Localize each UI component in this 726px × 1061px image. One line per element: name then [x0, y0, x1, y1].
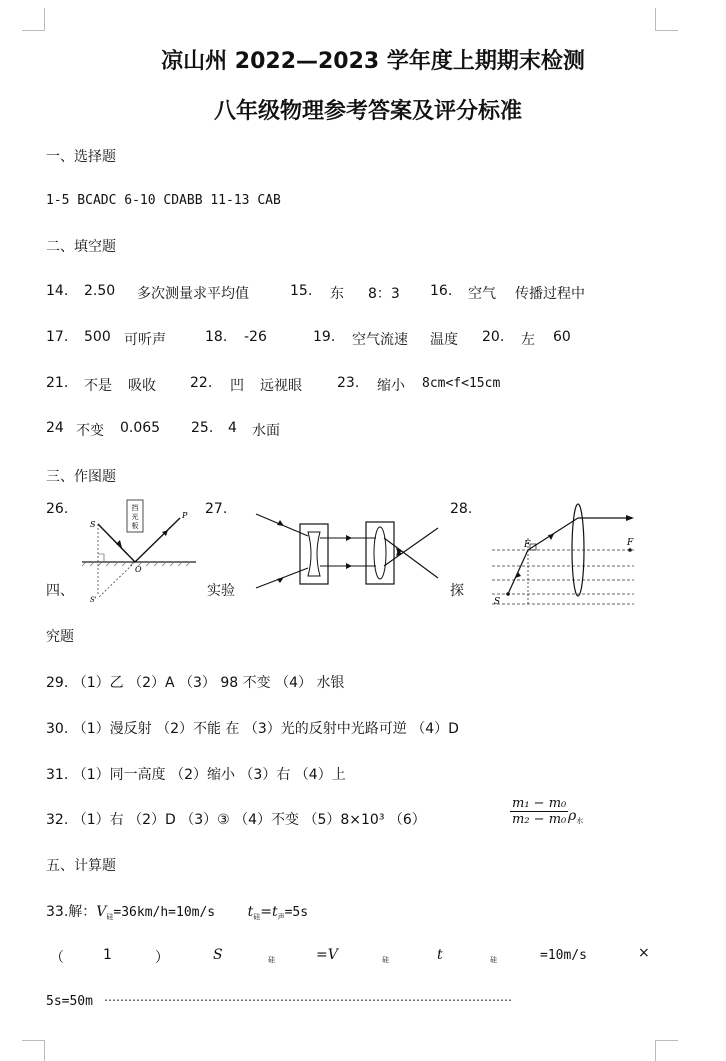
arrow-in-water	[515, 572, 521, 578]
focus-F-right: F	[627, 538, 634, 548]
experiment-32: 32. （1）右 （2）D （3）③ （4）不变 （5）8×10³ （6）	[46, 812, 426, 828]
question-17: 17.	[46, 329, 69, 345]
calc-line2-V-sub: 硅	[382, 956, 389, 964]
point-O-label: O	[135, 565, 142, 574]
answer-22b: 远视眼	[260, 378, 302, 394]
right-angle-mark	[98, 554, 104, 562]
answer-15a: 东	[330, 286, 344, 302]
section-heading-fill: 二、填空题	[46, 239, 116, 255]
document-subtitle: 八年级物理参考答案及评分标准	[213, 98, 522, 124]
answer-16b: 传播过程中	[515, 286, 585, 302]
calc-line2-close: ）	[155, 950, 169, 966]
arrow-upper-parallel	[346, 535, 352, 541]
answer-23b: 8cm<f<15cm	[422, 376, 501, 391]
crop-mark-top-left	[22, 8, 45, 31]
section-heading-calc: 五、计算题	[46, 858, 116, 874]
crop-mark-top-right	[655, 8, 678, 31]
calc-33-line1	[46, 901, 308, 922]
question-22: 22.	[190, 375, 213, 391]
calc-line3-dots: …………………………………………………………………………………………	[104, 990, 512, 1004]
fraction-denominator: m₂ − m₀	[512, 812, 567, 827]
var-t-sub2: 声	[277, 913, 285, 921]
calc-line2-open: （	[50, 950, 64, 966]
answer-14b: 多次测量求平均值	[137, 286, 249, 302]
answer-20a: 左	[521, 332, 535, 348]
var-t-sub: 硅	[253, 913, 261, 921]
section-heading-experiment-3: 探	[450, 583, 464, 599]
calc-line2-val: =10m/s	[540, 948, 587, 963]
question-16: 16.	[430, 283, 453, 299]
calc-line2-eqV: =V	[316, 947, 338, 963]
answer-25a: 4	[228, 420, 237, 436]
focus-F-right-point	[628, 548, 632, 552]
question-19: 19.	[313, 329, 336, 345]
calc-line2-t-sub: 硅	[490, 956, 497, 964]
section-heading-experiment: 四、	[46, 583, 74, 599]
section-heading-experiment-4: 究题	[46, 629, 74, 645]
question-18: 18.	[205, 329, 228, 345]
document-title: 凉山州 2022—2023 学年度上期期末检测	[161, 49, 585, 74]
density-fraction	[510, 796, 568, 827]
answer-24a: 不变	[76, 423, 104, 439]
calc-line2-t: t	[437, 947, 443, 963]
question-27: 27.	[205, 501, 228, 517]
answer-15b: 8：3	[368, 286, 400, 302]
answer-14a: 2.50	[84, 283, 116, 299]
choice-answers: 1-5 BCADC 6-10 CDABB 11-13 CAB	[46, 193, 281, 208]
question-24: 24	[46, 420, 64, 436]
answer-18a: -26	[244, 329, 267, 345]
crop-mark-bottom-right	[655, 1040, 678, 1061]
section-heading-drawing: 三、作图题	[46, 469, 116, 485]
water-layers	[492, 550, 634, 604]
question-26: 26.	[46, 501, 69, 517]
fraction-numerator: m₁ − m₀	[512, 796, 567, 811]
virtual-ray	[98, 562, 135, 598]
fill-row-14: 14.	[46, 283, 69, 299]
calc-line2-times: ×	[638, 945, 650, 961]
calc-line3: 5s=50m	[46, 994, 93, 1009]
var-t-eq: =t	[260, 904, 278, 920]
arrow-lower-parallel	[346, 563, 352, 569]
source-S-point	[506, 592, 510, 596]
answer-23a: 缩小	[377, 378, 405, 394]
calc-33-head: 33.解：	[46, 904, 97, 920]
answer-22a: 凹	[230, 378, 244, 394]
experiment-29: 29. （1）乙 （2）A （3） 98 不变 （4） 水银	[46, 675, 345, 691]
question-20: 20.	[482, 329, 505, 345]
question-28: 28.	[450, 501, 473, 517]
calc-line2-num: 1	[103, 947, 112, 963]
figure-27-lenses	[252, 508, 442, 598]
var-V-sub: 硅	[106, 913, 114, 921]
answer-25b: 水面	[252, 423, 280, 439]
v-value: =36km/h=10m/s	[113, 905, 216, 920]
calc-line2-S-sub: 硅	[268, 956, 275, 964]
arrow-lower-in	[277, 577, 284, 583]
rho-symbol: ρ	[568, 808, 577, 824]
answer-21a: 不是	[84, 378, 112, 394]
ray-refracted	[528, 518, 578, 550]
answer-24b: 0.065	[120, 420, 161, 436]
answer-17a: 500	[84, 329, 111, 345]
section-heading-choice: 一、选择题	[46, 149, 116, 165]
t-value: =5s	[284, 905, 309, 920]
question-25: 25.	[191, 420, 214, 436]
var-V: V	[96, 904, 107, 920]
light-board-label-2: 光	[131, 513, 139, 521]
question-15: 15.	[290, 283, 313, 299]
answer-19b: 温度	[430, 332, 458, 348]
figure-26-reflection	[78, 496, 202, 606]
experiment-31: 31. （1）同一高度 （2）缩小 （3）右 （4）上	[46, 767, 346, 783]
point-P-label: P	[182, 511, 188, 520]
focus-F-left: F	[524, 540, 531, 550]
answer-17b: 可听声	[124, 332, 166, 348]
crop-mark-bottom-left	[22, 1040, 45, 1061]
point-S-label: S	[90, 520, 96, 529]
section-heading-experiment-2: 实验	[207, 583, 235, 599]
answer-21b: 吸收	[128, 378, 156, 394]
var-t: t	[247, 904, 254, 920]
source-S-label: S	[494, 597, 501, 607]
rho-subscript: 水	[576, 817, 584, 825]
answer-19a: 空气流速	[352, 332, 408, 348]
calc-line2-S: S	[213, 947, 223, 963]
point-S-prime-label: S'	[90, 596, 97, 604]
experiment-30: 30. （1）漫反射 （2）不能 在 （3）光的反射中光路可逆 （4）D	[46, 721, 459, 737]
question-21: 21.	[46, 375, 69, 391]
answer-20b: 60	[553, 329, 571, 345]
light-board-label-1: 挡	[131, 504, 139, 512]
incident-arrow	[116, 540, 122, 548]
rho-water	[568, 808, 583, 826]
answer-16a: 空气	[468, 286, 496, 302]
arrow-out	[626, 515, 634, 521]
figure-28-refraction	[488, 500, 648, 610]
question-23: 23.	[337, 375, 360, 391]
convex-lens	[374, 527, 386, 579]
light-board-label-3: 板	[131, 522, 139, 530]
